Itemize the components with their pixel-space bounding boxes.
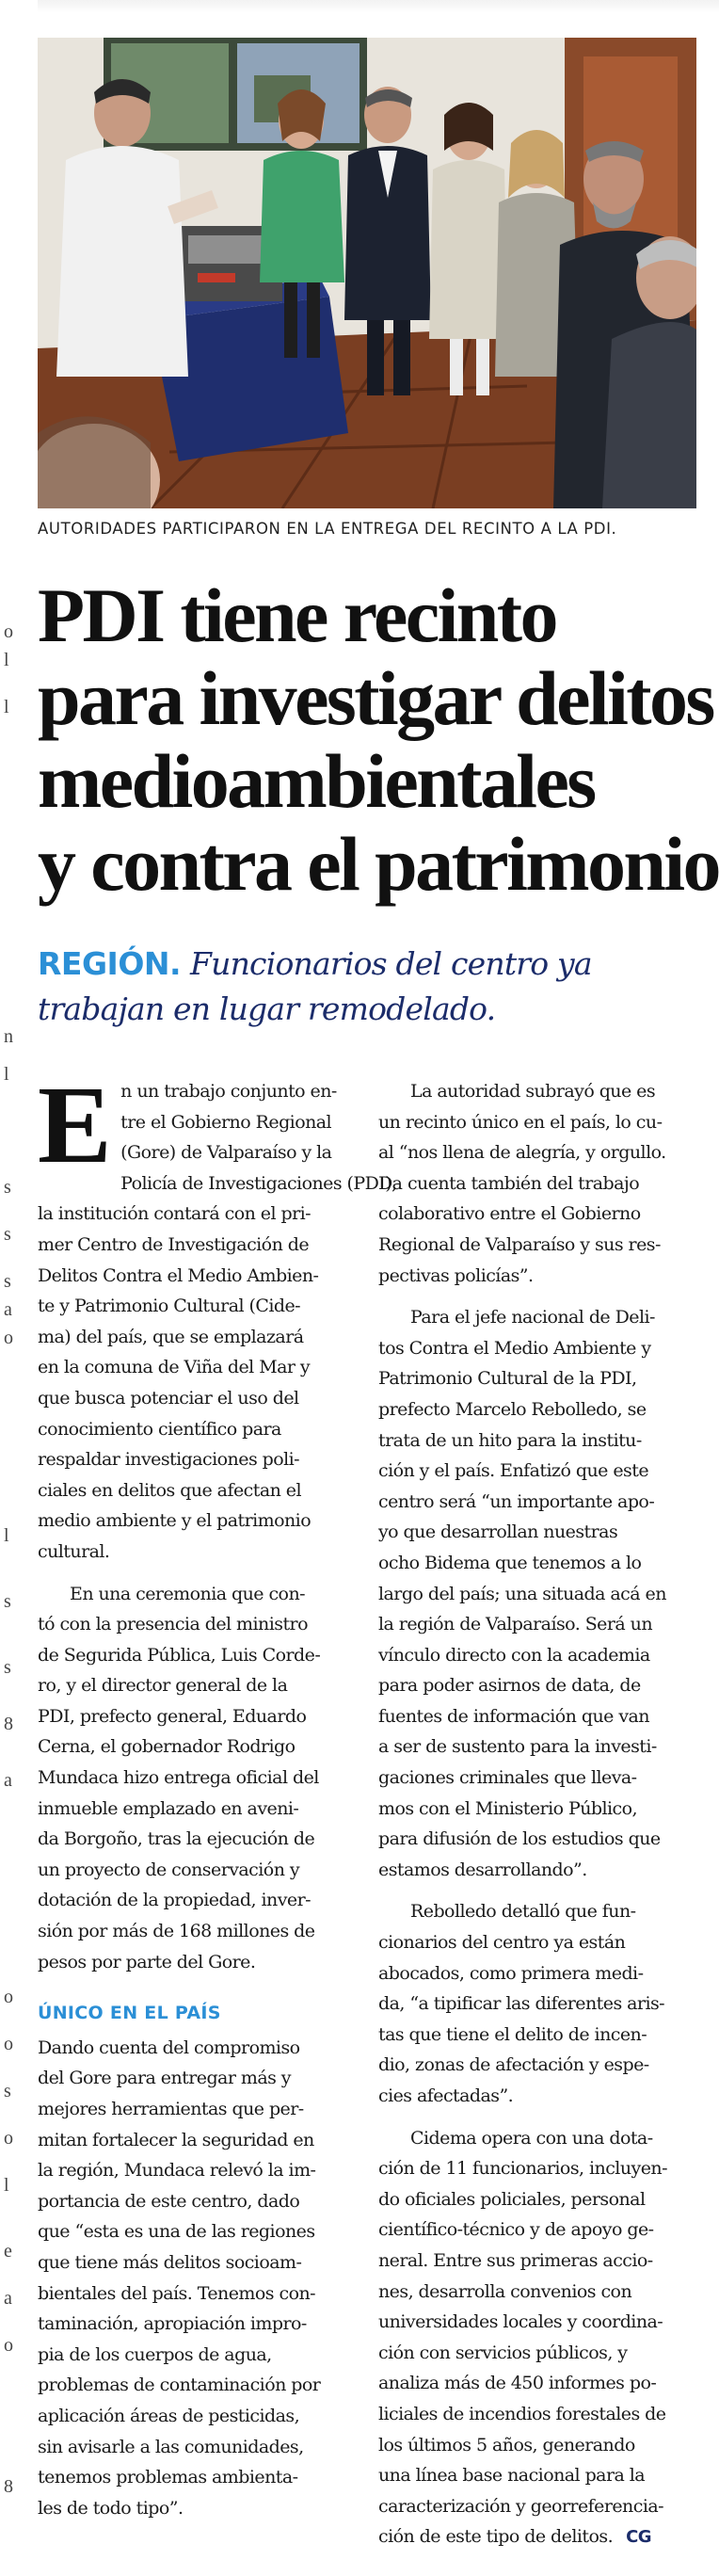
gutter-letter: l	[4, 650, 9, 670]
text-line: ma) del país, que se emplazará	[38, 1326, 304, 1347]
text-line: da, “a tipificar las diferentes aris-	[378, 1993, 665, 2015]
text-line: liciales de incendios forestales de	[378, 2403, 666, 2424]
body-column-right	[378, 1076, 708, 2553]
paragraph	[378, 1302, 708, 1885]
text-line: mos con el Ministerio Público,	[378, 1797, 638, 1819]
text-line: abocados, como primera medi-	[378, 1962, 644, 1984]
text-line: sión por más de 168 millones de	[38, 1921, 315, 1942]
text-line: Mundaca hizo entrega oficial del	[38, 1767, 319, 1789]
text-line: Dando cuenta del compromiso	[38, 2037, 300, 2058]
text-line: respaldar investigaciones poli-	[38, 1449, 300, 1471]
text-line: universidades locales y coordina-	[378, 2311, 663, 2333]
gutter-letter: l	[4, 2175, 9, 2196]
gutter-letter: e	[4, 2241, 12, 2262]
text-line: de Segurida Pública, Luis Corde-	[38, 1644, 321, 1666]
text-line: caracterización y georreferencia-	[378, 2495, 664, 2517]
text-line: Regional de Valparaíso y sus res-	[378, 1233, 661, 1255]
text-line: un recinto único en el país, lo cu-	[378, 1111, 663, 1133]
text-line: do oficiales policiales, personal	[378, 2188, 646, 2210]
gutter-letter: a	[4, 1299, 12, 1320]
text-line: científico-técnico y de apoyo ge-	[378, 2219, 654, 2241]
text-line: estamos desarrollando”.	[378, 1859, 587, 1880]
text-line: largo del país; una situada acá en	[378, 1583, 666, 1604]
article-deck	[38, 942, 706, 1032]
text-line: La autoridad subrayó que es	[410, 1081, 656, 1102]
paragraph	[378, 1896, 708, 2111]
section-kicker: REGIÓN.	[38, 945, 182, 982]
text-line: problemas de contaminación por	[38, 2375, 321, 2396]
text-line: la región de Valparaíso. Será un	[378, 1614, 653, 1635]
text-line: ocho Bidema que tenemos a lo	[378, 1552, 642, 1573]
text-line: aplicación áreas de pesticidas,	[38, 2405, 300, 2426]
text-line: portancia de este centro, dado	[38, 2190, 300, 2212]
paragraph	[378, 2123, 708, 2553]
paragraph	[38, 2033, 367, 2524]
text-line: pesos por parte del Gore.	[38, 1951, 256, 1972]
text-line: mitan fortalecer la seguridad en	[38, 2129, 314, 2150]
text-line: En una ceremonia que con-	[70, 1583, 306, 1604]
headline-line: y contra el patrimonio	[38, 821, 719, 907]
section-subhead: ÚNICO EN EL PAÍS	[38, 2003, 221, 2024]
text-line: cies afectadas”.	[378, 2085, 514, 2106]
text-line: tó con la presencia del ministro	[38, 1614, 308, 1635]
body-column-left	[38, 1063, 397, 2523]
text-line: pectivas policías”.	[378, 1264, 534, 1286]
text-line: Rebolledo detalló que fun-	[410, 1901, 636, 1923]
text-line: fuentes de información que van	[378, 1705, 649, 1727]
drop-cap: E	[38, 1063, 112, 1186]
text-line: tas que tiene el delito de incen-	[378, 2023, 647, 2045]
text-line: ción con servicios públicos, y	[378, 2342, 628, 2363]
gutter-letter: n	[4, 1026, 13, 1047]
text-line: taminación, apropiación impro-	[38, 2313, 307, 2335]
deck-text: Funcionarios del centro ya	[190, 945, 592, 982]
text-line: neral. Entre sus primeras accio-	[378, 2249, 653, 2271]
gutter-letter: l	[4, 1064, 9, 1085]
gutter-letter: l	[4, 697, 9, 717]
adjacent-article-gutter	[0, 0, 24, 2576]
text-line: n un trabajo conjunto en-	[120, 1081, 337, 1102]
gutter-letter: s	[4, 1657, 11, 1678]
text-line: para difusión de los estudios que	[378, 1828, 661, 1850]
text-line: Cerna, el gobernador Rodrigo	[38, 1736, 296, 1758]
text-line: en la comuna de Viña del Mar y	[38, 1357, 311, 1378]
text-line: Policía de Investigaciones (PDI),	[120, 1172, 397, 1194]
text-line: Delitos Contra el Medio Ambien-	[38, 1264, 319, 1286]
gutter-letter: o	[4, 1328, 13, 1348]
text-line: pia de los cuerpos de agua,	[38, 2343, 272, 2365]
text-line: yo que desarrollan nuestras	[378, 1521, 618, 1543]
text-line: que busca potenciar el uso del	[38, 1387, 299, 1409]
gutter-letter: a	[4, 1770, 12, 1791]
gutter-letter: 8	[4, 2476, 13, 2497]
end-of-article-mark: CG	[626, 2527, 651, 2548]
text-line: gaciones criminales que lleva-	[378, 1767, 637, 1789]
text-line: les de todo tipo”.	[38, 2497, 184, 2519]
text-line: mer Centro de Investigación de	[38, 1233, 310, 1255]
text-line: Patrimonio Cultural de la PDI,	[378, 1368, 637, 1390]
gutter-letter: s	[4, 1271, 11, 1292]
text-line: tenemos problemas ambienta-	[38, 2467, 298, 2488]
headline-line: para investigar delitos	[38, 655, 713, 741]
text-line: nes, desarrolla convenios con	[378, 2280, 632, 2302]
text-line: que tiene más delitos socioam-	[38, 2251, 302, 2273]
text-line: sin avisarle a las comunidades,	[38, 2436, 304, 2457]
article-headline	[38, 572, 719, 907]
text-line: cionarios del centro ya están	[378, 1932, 626, 1954]
text-line: al “nos llena de alegría, y orgullo.	[378, 1142, 666, 1164]
text-line: a ser de sustento para la investi-	[378, 1736, 657, 1758]
text-line: del Gore para entregar más y	[38, 2068, 291, 2089]
text-line: cultural.	[38, 1540, 110, 1562]
text-line: trata de un hito para la institu-	[378, 1429, 642, 1451]
text-line: PDI, prefecto general, Eduardo	[38, 1705, 307, 1727]
gutter-letter: s	[4, 1177, 11, 1198]
gutter-letter: o	[4, 2034, 13, 2054]
text-line: ción y el país. Enfatizó que este	[378, 1460, 649, 1482]
text-line: te y Patrimonio Cultural (Cide-	[38, 1296, 301, 1317]
gutter-letter: o	[4, 621, 13, 642]
text-line: Da cuenta también del trabajo	[378, 1172, 640, 1194]
article-photo	[38, 38, 696, 508]
gutter-letter: o	[4, 2335, 13, 2356]
gutter-letter: 8	[4, 1714, 13, 1734]
text-line: dio, zonas de afectación y espe-	[378, 2054, 649, 2076]
text-line: Cidema opera con una dota-	[410, 2127, 653, 2149]
gutter-letter: o	[4, 1987, 13, 2007]
text-line: prefecto Marcelo Rebolledo, se	[378, 1398, 647, 1420]
gutter-letter: l	[4, 1525, 9, 1546]
text-line: tre el Gobierno Regional	[120, 1111, 332, 1133]
text-line: Para el jefe nacional de Deli-	[410, 1307, 655, 1328]
text-line: bientales del país. Tenemos con-	[38, 2282, 316, 2304]
text-line: ro, y el director general de la	[38, 1675, 288, 1697]
gutter-letter: s	[4, 1224, 11, 1245]
text-line: la región, Mundaca relevó la im-	[38, 2160, 316, 2182]
text-line: un proyecto de conservación y	[38, 1859, 300, 1880]
text-line: da Borgoño, tras la ejecución de	[38, 1828, 315, 1850]
paragraph	[38, 1579, 367, 1978]
text-line: que “esta es una de las regiones	[38, 2221, 315, 2243]
text-line: vínculo directo con la academia	[378, 1644, 650, 1666]
paragraph	[378, 1076, 708, 1291]
gutter-letter: o	[4, 2128, 13, 2149]
text-line: centro será “un importante apo-	[378, 1490, 655, 1512]
text-line: conocimiento científico para	[38, 1418, 281, 1440]
deck-line: trabajan en lugar remodelado.	[38, 990, 496, 1027]
gutter-letter: s	[4, 1591, 11, 1612]
headline-line: medioambientales	[38, 738, 595, 824]
paragraph	[38, 1063, 397, 1568]
text-line: medio ambiente y el patrimonio	[38, 1510, 312, 1532]
text-line: (Gore) de Valparaíso y la	[120, 1142, 332, 1164]
photo-illustration	[38, 38, 696, 508]
text-line: colaborativo entre el Gobierno	[378, 1203, 641, 1225]
text-line: inmueble emplazado en aveni-	[38, 1797, 299, 1819]
text-line: los últimos 5 años, generando	[378, 2434, 635, 2455]
text-line: la institución contará con el pri-	[38, 1203, 312, 1225]
gutter-letter: s	[4, 2081, 11, 2101]
deck-line	[38, 942, 706, 987]
text-line: una línea base nacional para la	[378, 2465, 646, 2487]
text-line: mejores herramientas que per-	[38, 2099, 304, 2119]
text-line: ción de este tipo de delitos.	[378, 2526, 614, 2548]
text-line: ción de 11 funcionarios, incluyen-	[378, 2158, 667, 2180]
page-top-edge	[38, 0, 719, 13]
text-line: dotación de la propiedad, inver-	[38, 1890, 311, 1911]
photo-caption: AUTORIDADES PARTICIPARON EN LA ENTREGA DEL RECINTO A LA PDI.	[38, 520, 617, 538]
text-line: para poder asirnos de data, de	[378, 1675, 641, 1697]
headline-line: PDI tiene recinto	[38, 572, 556, 658]
gutter-letter: a	[4, 2288, 12, 2309]
text-line: analiza más de 450 informes po-	[378, 2373, 657, 2394]
text-line: tos Contra el Medio Ambiente y	[378, 1337, 651, 1359]
text-line: ciales en delitos que afectan el	[38, 1479, 301, 1501]
